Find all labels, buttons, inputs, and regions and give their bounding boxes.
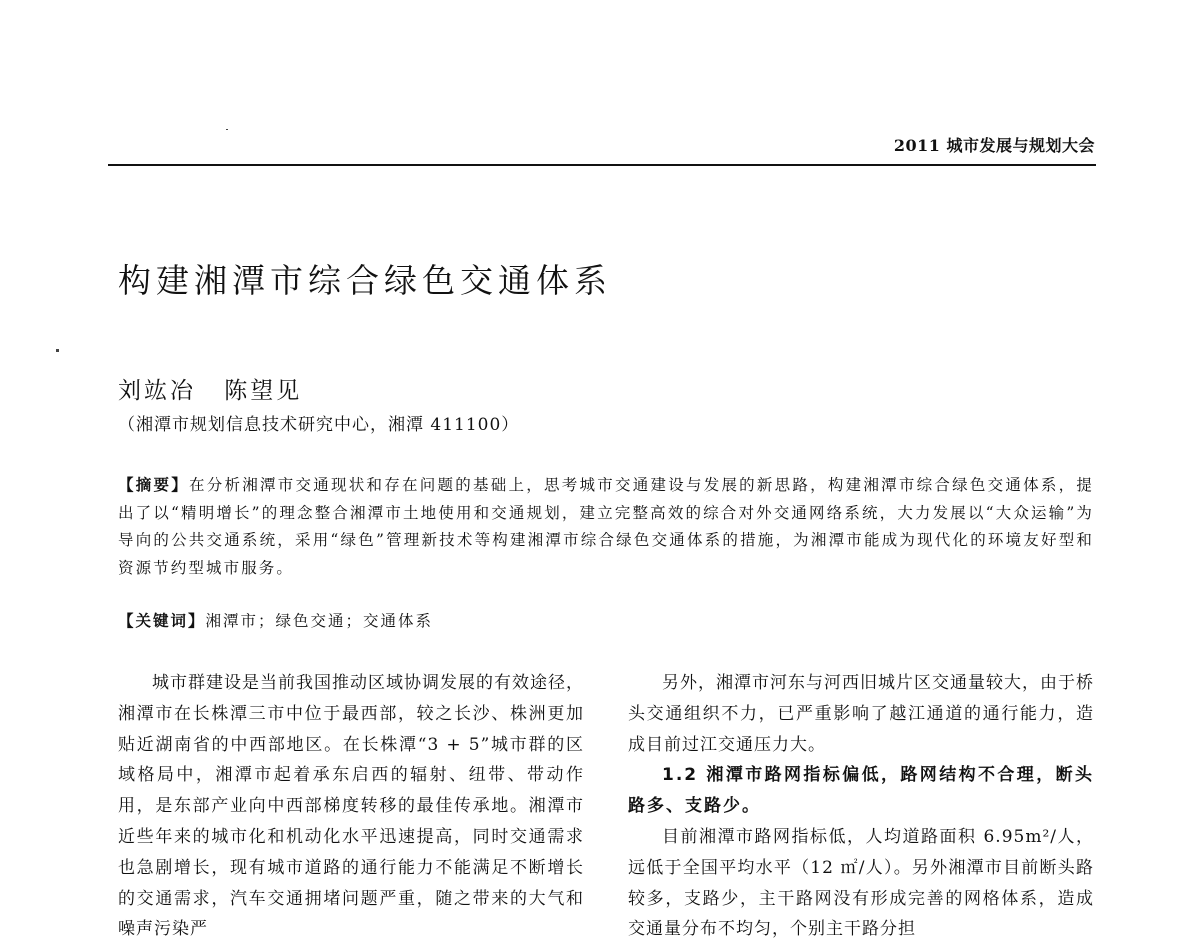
keywords [118, 609, 433, 631]
section-heading: 1.2 湘潭市路网指标偏低，路网结构不合理，断头路多、支路少。 [628, 765, 1094, 817]
body-paragraph: 城市群建设是当前我国推动区域协调发展的有效途径，湘潭市在长株潭三市中位于最西部，较之长沙、株洲更加贴近湖南省的中西部地区。在长株潭“3 + 5”城市群的区域格局中，湘潭市起着承东启西的辐射、纽带、带动作用，是东部产业向中西部梯度转移的最佳传承地。湘潭市近些年来的城市化和机动化水平迅速提高，同时交通需求也急剧增长，现有城市道路的通行能力不能满足不断增长的交通需求，汽车交通拥堵问题严重，随之带来的大气和噪声污染严 [118, 673, 584, 940]
body-paragraph: 目前湘潭市路网指标低，人均道路面积 6.95m²/人，远低于全国平均水平（12 ㎡/人）。另外湘潭市目前断头路较多，支路少，主干路网没有形成完善的网格体系，造成交通量分布不均匀，个别主干路分担 [628, 826, 1094, 940]
scan-speck [56, 349, 59, 352]
body-column-left [118, 668, 584, 945]
abstract-text: 在分析湘潭市交通现状和存在问题的基础上，思考城市交通建设与发展的新思路，构建湘潭市综合绿色交通体系，提出了以“精明增长”的理念整合湘潭市土地使用和交通规划，建立完整高效的综合对外交通网络系统，大力发展以“大众运输”为导向的公共交通系统，采用“绿色”管理新技术等构建湘潭市综合绿色交通体系的措施，为湘潭市能成为现代化的环境友好型和资源节约型城市服务。 [118, 476, 1094, 577]
body-paragraph: 另外，湘潭市河东与河西旧城片区交通量较大，由于桥头交通组织不力，已严重影响了越江通道的通行能力，造成目前过江交通压力大。 [628, 673, 1094, 755]
scan-speck [226, 129, 228, 130]
abstract-label: 【摘要】 [118, 476, 189, 494]
keywords-text: 湘潭市；绿色交通；交通体系 [205, 612, 434, 630]
running-head: 2011 城市发展与规划大会 [893, 136, 1095, 155]
keywords-label: 【关键词】 [118, 612, 206, 630]
abstract [118, 472, 1094, 582]
paper-authors: 刘竑冶 陈望见 [118, 378, 303, 404]
body-column-right [628, 668, 1094, 945]
paper-affiliation: （湘潭市规划信息技术研究中心，湘潭 411100） [118, 415, 520, 435]
paper-title: 构建湘潭市综合绿色交通体系 [118, 261, 612, 300]
header-rule [108, 164, 1096, 166]
